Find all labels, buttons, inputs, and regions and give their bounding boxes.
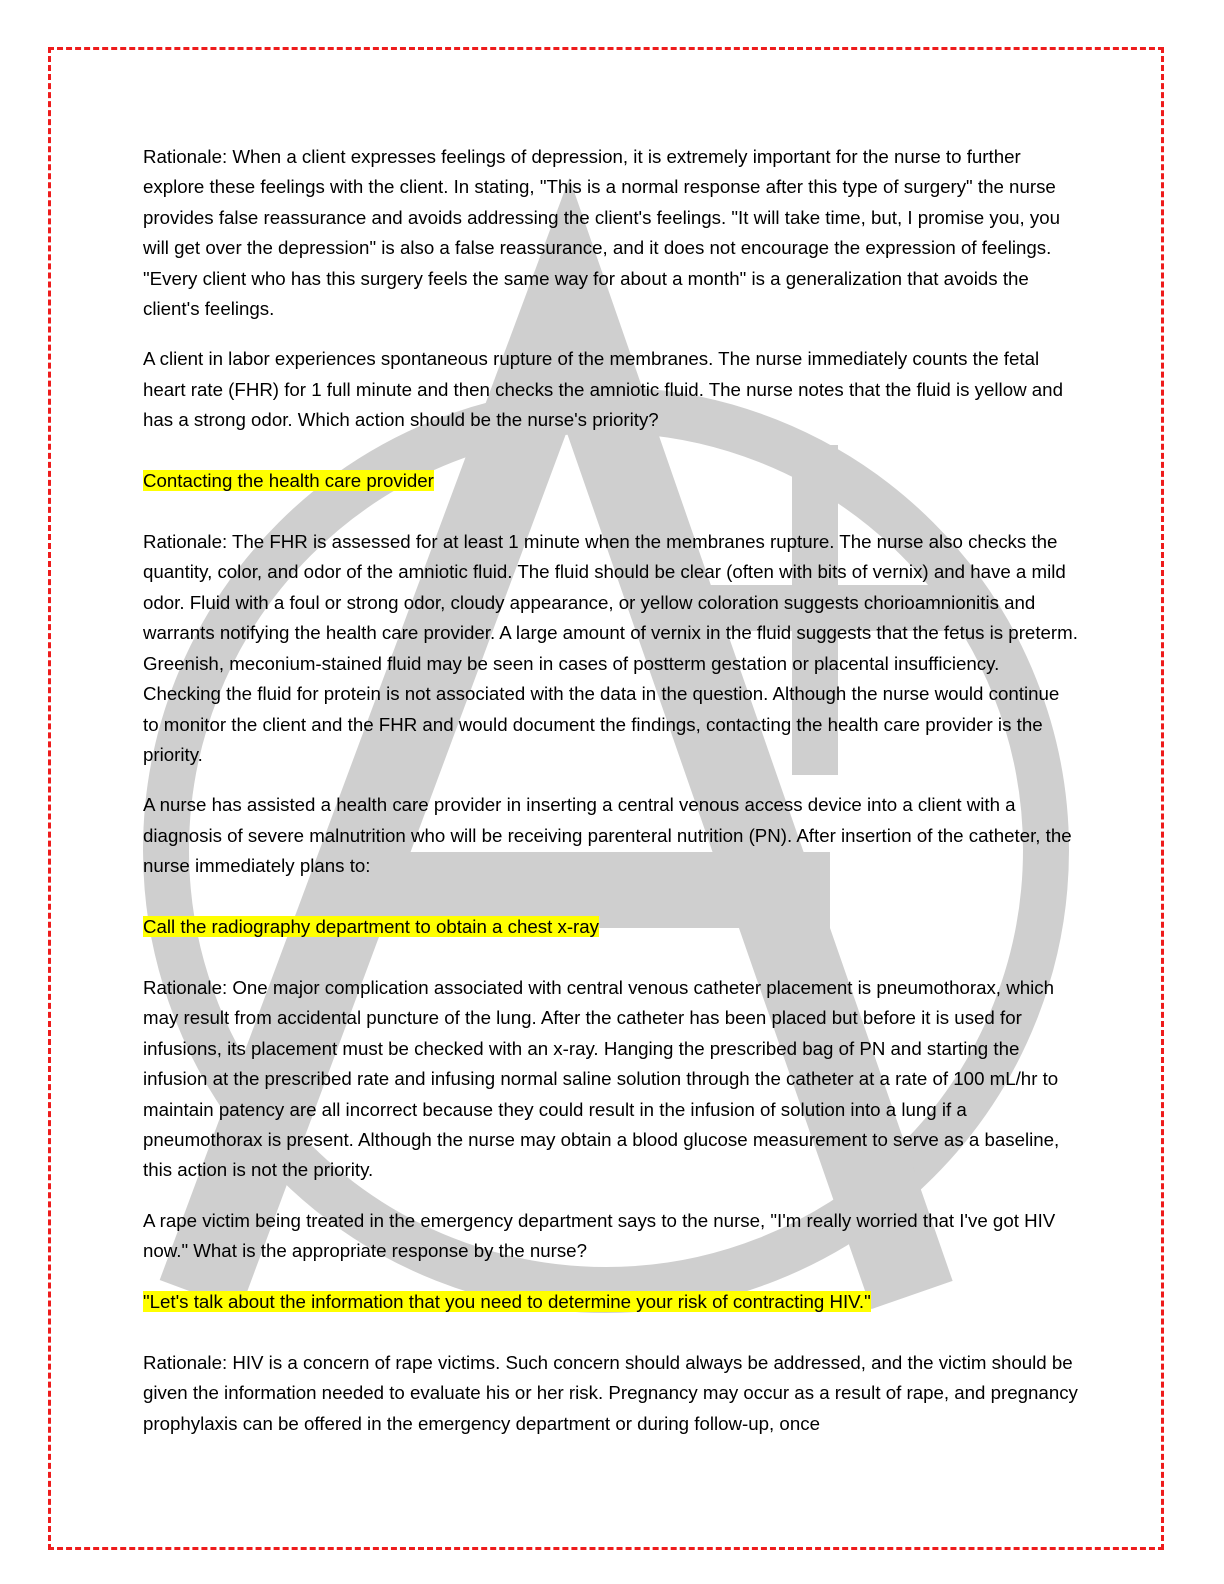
rationale-depression: Rationale: When a client expresses feelings of depression, it is extremely important for the nurse to further explore these feelings with the client. In stating, "This is a normal response after this type of surgery" the nurse provides false reassurance and avoids addressing the client's feelings. "It will take time, but, I promise you, you will get over the depression" is also a false reassurance, and it does not encourage the expression of feelings. "Every client who has this surgery feels the same way for about a month" is a generalization that avoids the client's feelings. xyxy=(143,146,1061,320)
rationale-hiv: Rationale: HIV is a concern of rape victims. Such concern should always be addressed, and the victim should be given the information needed to evaluate his or her risk. Pregnancy may occur as a result of rape, and pregnancy prophylaxis can be offered in the emergency department or during follow-up, once xyxy=(143,1352,1078,1434)
question-rape-victim-hiv: A rape victim being treated in the emergency department says to the nurse, "I'm really worried that I've got HIV now." What is the appropriate response by the nurse? xyxy=(143,1209,1056,1262)
answer-text: Contacting the health care provider xyxy=(143,469,434,491)
rationale-fhr: Rationale: The FHR is assessed for at least 1 minute when the membranes rupture. The nurse also checks the quantity, color, and odor of the amniotic fluid. The fluid should be clear (often with bits of vernix) and have a mild odor. Fluid with a foul or strong odor, cloudy appearance, or yellow coloration suggests chorioamnionitis and warrants notifying the health care provider. A large amount of vernix in the fluid suggests that the fetus is preterm. Greenish, meconium-stained fluid may be seen in cases of postterm gestation or placental insufficiency. Checking the fluid for protein is not associated with the data in the question. Although the nurse would continue to monitor the client and the FHR and would document the findings, contacting the health care provider is the priority. xyxy=(143,531,1078,765)
question-amniotic-fluid: A client in labor experiences spontaneous rupture of the membranes. The nurse immediately counts the fetal heart rate (FHR) for 1 full minute and then checks the amniotic fluid. The nurse notes that the fluid is yellow and has a strong odor. Which action should be the nurse's priority? xyxy=(143,348,1063,431)
rationale-pneumothorax: Rationale: One major complication associated with central venous catheter placement is pneumothorax, which may result from accidental puncture of the lung. After the catheter has been placed but before it is used for infusions, its placement must be checked with an x-ray. Hanging the prescribed bag of PN and starting the infusion at the prescribed rate and infusing normal saline solution through the catheter at a rate of 100 mL/hr to maintain patency are all incorrect because they could result in the infusion of solution into a lung if a pneumothorax is present. Although the nurse may obtain a blood glucose measurement to serve as a baseline, this action is not the priority. xyxy=(143,976,1060,1181)
answer-highlight-contact-provider xyxy=(143,466,1078,496)
answer-text: "Let's talk about the information that you need to determine your risk of contracting HIV." xyxy=(143,1290,871,1312)
answer-highlight-chest-xray xyxy=(143,912,1078,942)
answer-text: Call the radiography department to obtain a chest x-ray xyxy=(143,915,600,937)
document-body xyxy=(143,142,1078,1459)
answer-highlight-hiv-risk xyxy=(143,1287,1078,1317)
question-central-venous-access: A nurse has assisted a health care provider in inserting a central venous access device into a client with a diagnosis of severe malnutrition who will be receiving parenteral nutrition (PN). After insertion of the catheter, the nurse immediately plans to: xyxy=(143,794,1072,877)
